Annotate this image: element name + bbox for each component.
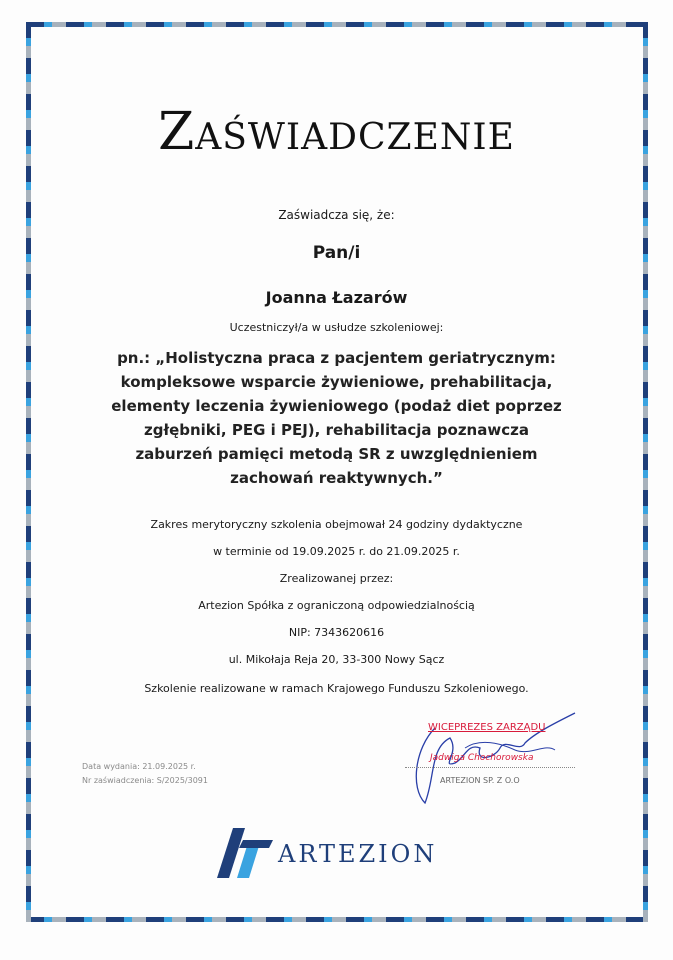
course-title-line: zachowań reaktywnych.” (230, 469, 443, 487)
company-name: Artezion Spółka z ograniczoną odpowiedzialnością (198, 599, 475, 612)
training-scope: Zakres merytoryczny szkolenia obejmował 24 godziny dydaktyczne (150, 518, 523, 531)
funding-note: Szkolenie realizowane w ramach Krajowego Funduszu Szkoleniowego. (144, 682, 529, 695)
logo-wordmark: ARTEZION (278, 840, 438, 868)
certificate-number: Nr zaświadczenia: S/2025/3091 (82, 776, 208, 785)
course-title-line: zaburzeń pamięci metodą SR z uwzględnieniem (135, 445, 538, 463)
artezion-logo (215, 826, 465, 882)
course-title-line: kompleksowe wsparcie żywieniowe, prehabilitacja, (120, 373, 553, 391)
signature-stamp (410, 720, 600, 800)
training-term: w terminie od 19.09.2025 r. do 21.09.2025 r. (213, 545, 460, 558)
decorative-border-top (26, 22, 648, 27)
salutation: Pan/i (312, 243, 361, 263)
stamp-name: Jadwiga Chochorowska (430, 753, 534, 763)
certificate-title: Zaświadczenie (158, 102, 515, 162)
signature-line (405, 767, 575, 768)
company-nip: NIP: 7343620616 (288, 626, 385, 639)
signature-company: ARTEZION SP. Z O.O (440, 776, 520, 785)
course-title-line: pn.: „Holistyczna praca z pacjentem geriatrycznym: (117, 349, 556, 367)
participation-text: Uczestniczył/a w usłudze szkoleniowej: (229, 321, 444, 334)
artezion-logo-icon (215, 826, 275, 882)
issue-date: Data wydania: 21.09.2025 r. (82, 762, 196, 771)
company-address: ul. Mikołaja Reja 20, 33-300 Nowy Sącz (228, 653, 445, 666)
stamp-title: WICEPREZES ZARZĄDU (428, 722, 546, 733)
recipient-name: Joanna Łazarów (265, 288, 408, 307)
course-title-line: elementy leczenia żywieniowego (podaż diet poprzez (111, 397, 562, 415)
course-title (70, 346, 603, 490)
realized-by-label: Zrealizowanej przez: (279, 572, 394, 585)
intro-text: Zaświadcza się, że: (278, 208, 395, 222)
decorative-border-bottom (26, 917, 648, 922)
course-title-line: zgłębniki, PEG i PEJ), rehabilitacja poznawcza (144, 421, 529, 439)
